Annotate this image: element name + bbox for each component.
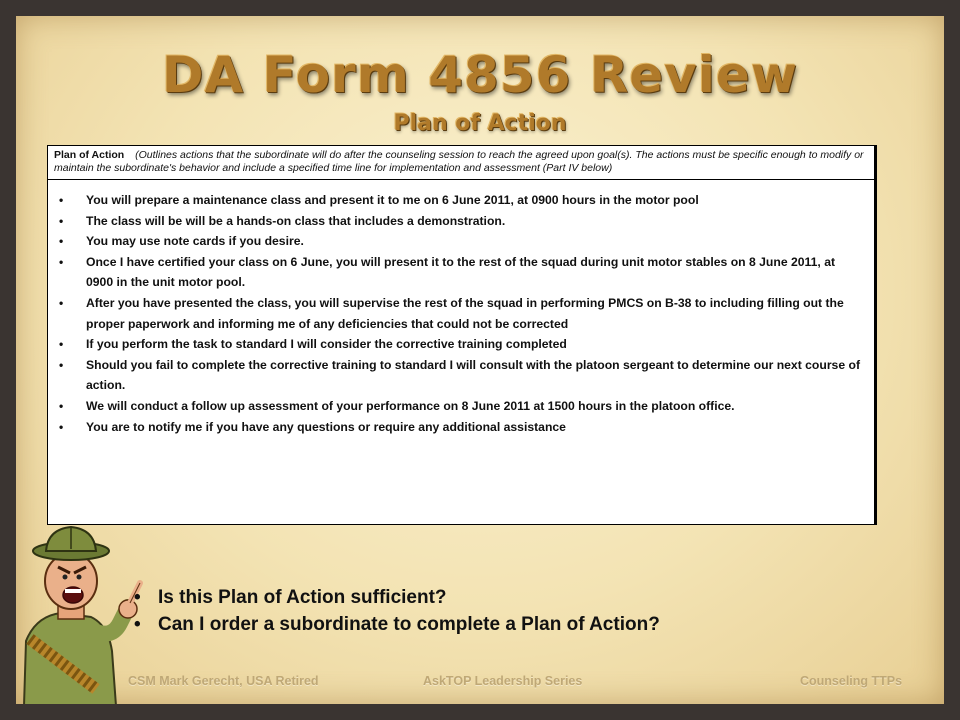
- form-instructions: (Outlines actions that the subordinate will do after the counseling session to reach the agreed upon goal(s). The actions must be specific enough to modify or maintain the subordinate's behavior and include a specified time line for implementation and assessment (Part IV below): [54, 149, 864, 174]
- bullet-icon: •: [59, 295, 64, 310]
- list-item: • After you have presented the class, you will supervise the rest of the squad in performing PMCS on B-38 to including filling out the proper paperwork and informing me of any deficiencies that could not be corrected: [86, 293, 864, 334]
- form-label: Plan of Action: [54, 149, 125, 161]
- question-item: • Can I order a subordinate to complete a Plan of Action?: [158, 611, 660, 638]
- form-header: [48, 146, 874, 180]
- list-item: • Should you fail to complete the corrective training to standard I will consult with the platoon sergeant to determine our next course of action.: [86, 355, 864, 396]
- slide-frame: [16, 16, 944, 704]
- bullet-icon: •: [59, 398, 64, 413]
- action-list: [48, 180, 874, 437]
- question-list: [134, 584, 660, 638]
- slide-title: DA Form 4856 Review: [161, 46, 799, 104]
- list-item: • You may use note cards if you desire.: [86, 231, 864, 252]
- list-item: • The class will be will be a hands-on class that includes a demonstration.: [86, 211, 864, 232]
- list-item: • Once I have certified your class on 6 June, you will present it to the rest of the squad during unit motor stables on 8 June 2011, at 0900 in the unit motor pool.: [86, 252, 864, 293]
- slide-subtitle: Plan of Action: [393, 111, 567, 136]
- plan-of-action-form: [47, 145, 877, 525]
- bullet-icon: •: [59, 234, 64, 249]
- list-item: • We will conduct a follow up assessment of your performance on 8 June 2011 at 1500 hours in the platoon office.: [86, 396, 864, 417]
- list-item: • If you perform the task to standard I will consider the corrective training completed: [86, 334, 864, 355]
- bullet-icon: •: [59, 419, 64, 434]
- bullet-icon: •: [59, 357, 64, 372]
- footer-author: CSM Mark Gerecht, USA Retired: [128, 674, 319, 688]
- bullet-icon: •: [59, 213, 64, 228]
- bullet-icon: •: [134, 614, 141, 635]
- question-item: • Is this Plan of Action sufficient?: [158, 584, 660, 611]
- footer-topic: Counseling TTPs: [800, 674, 903, 688]
- bullet-icon: •: [134, 587, 141, 608]
- bullet-icon: •: [59, 254, 64, 269]
- footer-series: AskTOP Leadership Series: [423, 674, 583, 688]
- bullet-icon: •: [59, 337, 64, 352]
- bullet-icon: •: [59, 193, 64, 207]
- list-item: • You will prepare a maintenance class and present it to me on 6 June 2011, at 0900 hours in the motor pool: [86, 190, 864, 211]
- list-item: • You are to notify me if you have any questions or require any additional assistance: [86, 417, 864, 438]
